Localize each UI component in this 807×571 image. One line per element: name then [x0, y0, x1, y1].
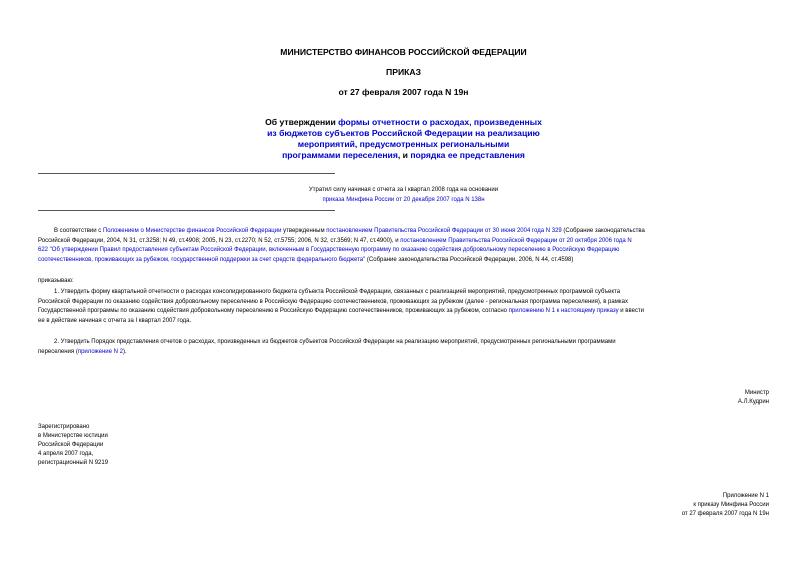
item-2-text: ). [122, 348, 127, 355]
item-2-paragraph [38, 338, 768, 357]
registration-line: Зарегистрировано [38, 424, 90, 430]
link-resolution-622-title[interactable]: 622 "Об утверждении Правил предоставления субъектам Российской Федерации, включенным в Государственную программу по оказанию содействия добровольному переселению в Российскую Федерацию [38, 247, 620, 254]
link-ministry-regulation[interactable]: Положением о Министерстве финансов Российской Федерации [102, 228, 282, 234]
order-word: приказываю: [38, 278, 74, 284]
preamble-text: (Собрание законодательства Российской Федерации, 2006, N 44, ст.4598) [365, 256, 574, 263]
document-title [0, 117, 807, 161]
title-link-form[interactable]: формы отчетности о расходах, произведенных [338, 117, 542, 127]
item-1-text: ее в действие начиная с отчета за I квартал 2007 года. [38, 317, 192, 324]
preamble-text: Российской Федерации, 2004, N 31, ст.3258; N 49, ст.4908; 2005, N 23, ст.2270; N 52, ст.5755; 2006, N 32, ст.3569; N 47, ст.4900), и [38, 237, 401, 244]
preamble-text: утвержденным [281, 228, 327, 234]
preamble-text: В соответствии с [54, 228, 103, 234]
title-connector: , и [397, 150, 411, 160]
title-link-form-line2[interactable]: из бюджетов субъектов Российской Федерации на реализацию [267, 128, 540, 138]
ministry-heading: МИНИСТЕРСТВО ФИНАНСОВ РОССИЙСКОЙ ФЕДЕРАЦИИ [280, 47, 527, 57]
link-resolution-329[interactable]: постановлением Правительства Российской Федерации от 30 июня 2004 года N 329 [326, 228, 562, 234]
link-appendix-2[interactable]: приложение N 2 [77, 348, 123, 355]
link-resolution-622-title-end[interactable]: соотечественников, проживающих за рубежом, государственной поддержки за счет средств федерального бюджета" [38, 256, 366, 263]
signature-position: Министр [744, 390, 769, 396]
title-link-form-line4[interactable]: программами переселения [282, 150, 398, 160]
appendix-line: от 27 февраля 2007 года N 19н [681, 511, 769, 517]
item-1-text: и ввести [618, 308, 645, 315]
appendix-line: к приказу Минфина России [693, 502, 769, 508]
registration-line: в Министерстве юстиции [38, 433, 108, 439]
registration-line: Российской Федерации [38, 442, 104, 448]
item-1-text: Государственной программы по оказанию содействия добровольному переселению в Российскую Федерацию соотечественников, проживающих за рубежом, согласно [38, 308, 509, 315]
signature-block [738, 389, 769, 407]
status-link-order-138n[interactable]: приказа Минфина России от 20 декабря 2007 года N 138н [322, 197, 485, 203]
link-resolution-622[interactable]: постановлением Правительства Российской Федерации от 20 октября 2006 года N [400, 237, 632, 244]
divider-top [38, 173, 335, 174]
appendix-line: Приложение N 1 [722, 493, 769, 499]
item-1-text: Российской Федерации по оказанию содействия добровольному переселению в Российскую Федерацию соотечественников, проживающих за рубежом (далее - региональная программа переселения), в рамках [38, 298, 628, 305]
preamble-text: (Собрание законодательства [561, 228, 645, 234]
item-2-text: 2. Утвердить Порядок представления отчетов о расходах, произведенных из бюджетов субъектов Российской Федерации на реализацию мероприятий, предусмотренных региональными программами [54, 339, 616, 345]
registration-block [38, 423, 108, 468]
doc-type-heading: ПРИКАЗ [386, 67, 421, 77]
item-1-text: 1. Утвердить форму квартальной отчетности о расходах консолидированного бюджета субъекта Российской Федерации, связанных с реализацией мероприятий, предусмотренных программой субъекта [54, 289, 621, 295]
divider-bottom [38, 210, 335, 211]
registration-line: регистрационный N 9219 [38, 460, 109, 466]
title-link-form-line3[interactable]: мероприятий, предусмотренных региональными [297, 139, 510, 149]
preamble-paragraph [38, 227, 768, 265]
appendix-caption [682, 492, 769, 519]
signature-name: А.Л.Кудрин [737, 399, 769, 405]
status-line: Утратил силу начиная с отчета за I квартал 2008 года на основании [308, 187, 499, 193]
item-2-text: переселения ( [38, 348, 78, 355]
status-note [0, 185, 807, 205]
title-prefix: Об утверждении [265, 117, 339, 127]
doc-date-number: от 27 февраля 2007 года N 19н [338, 87, 469, 97]
link-appendix-1[interactable]: приложению N 1 к настоящему приказу [508, 308, 619, 315]
item-1-paragraph [38, 288, 768, 326]
registration-line: 4 апреля 2007 года, [38, 451, 94, 457]
title-link-procedure[interactable]: порядка ее представления [410, 150, 525, 160]
